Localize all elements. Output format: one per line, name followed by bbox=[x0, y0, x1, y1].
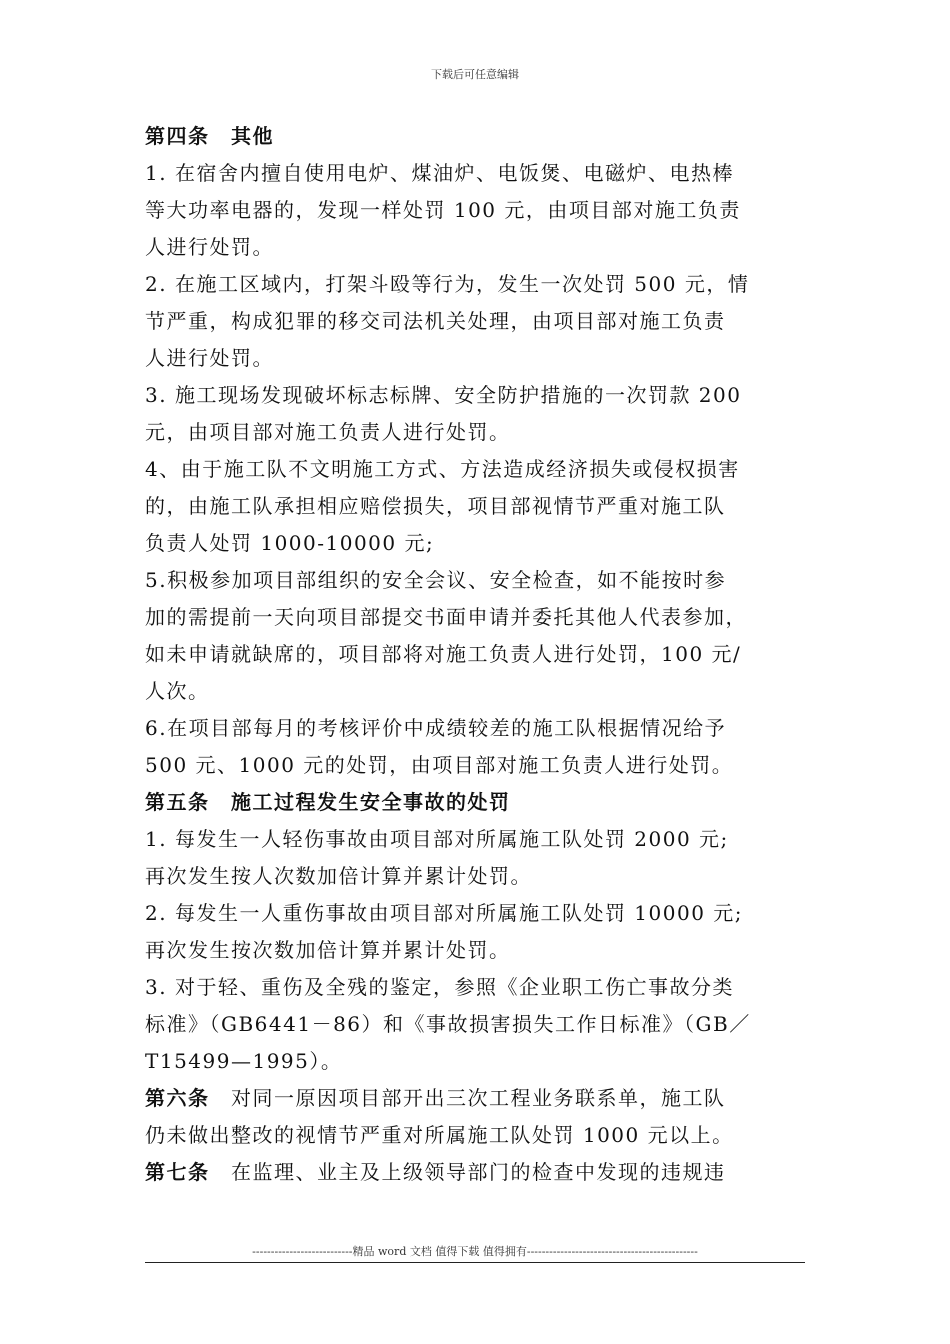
text-line: 6.在项目部每月的考核评价中成绩较差的施工队根据情况给予 bbox=[145, 716, 727, 740]
text-line: 再次发生按人次数加倍计算并累计处罚。 bbox=[145, 864, 532, 888]
text-line: 负责人处罚 1000-10000 元; bbox=[145, 531, 435, 555]
text-line bbox=[145, 1154, 810, 1191]
text-line: 等大功率电器的，发现一样处罚 100 元，由项目部对施工负责 bbox=[145, 198, 741, 222]
text-line: 仍未做出整改的视情节严重对所属施工队处罚 1000 元以上。 bbox=[145, 1123, 734, 1147]
text-line: 第四条 其他 bbox=[145, 124, 274, 148]
text-line: 标准》（GB6441－86）和《事故损害损失工作日标准》（GB／ bbox=[145, 1012, 751, 1036]
text-line: 节严重，构成犯罪的移交司法机关处理，由项目部对施工负责 bbox=[145, 309, 726, 333]
text-line: T15499—1995）。 bbox=[145, 1049, 343, 1073]
text-line: 再次发生按次数加倍计算并累计处罚。 bbox=[145, 938, 511, 962]
text-line: 如未申请就缺席的，项目部将对施工负责人进行处罚，100 元/ bbox=[145, 642, 742, 666]
text-line: 1. 在宿舍内擅自使用电炉、煤油炉、电饭煲、电磁炉、电热棒 bbox=[145, 161, 734, 185]
text-line: 加的需提前一天向项目部提交书面申请并委托其他人代表参加， bbox=[145, 605, 747, 629]
document-body bbox=[145, 118, 810, 1191]
text-line: 人进行处罚。 bbox=[145, 235, 274, 259]
text-line: 4、由于施工队不文明施工方式、方法造成经济损失或侵权损害 bbox=[145, 457, 740, 481]
article-label: 第七条 bbox=[145, 1160, 210, 1184]
text-line: 元，由项目部对施工负责人进行处罚。 bbox=[145, 420, 511, 444]
text-line: 1. 每发生一人轻伤事故由项目部对所属施工队处罚 2000 元; bbox=[145, 827, 729, 851]
article-label: 第六条 bbox=[145, 1086, 210, 1110]
text-line: 人进行处罚。 bbox=[145, 346, 274, 370]
text-line bbox=[145, 1080, 810, 1117]
article-text: 对同一原因项目部开出三次工程业务联系单，施工队 bbox=[209, 1086, 726, 1110]
article-text: 在监理、业主及上级领导部门的检查中发现的违规违 bbox=[209, 1160, 726, 1184]
page-header: 下载后可任意编辑 bbox=[431, 68, 519, 81]
footer-rule bbox=[145, 1262, 805, 1263]
text-line: 2. 在施工区域内，打架斗殴等行为，发生一次处罚 500 元，情 bbox=[145, 272, 750, 296]
text-line: 3. 对于轻、重伤及全残的鉴定，参照《企业职工伤亡事故分类 bbox=[145, 975, 734, 999]
text-line: 人次。 bbox=[145, 679, 210, 703]
text-line: 500 元、1000 元的处罚，由项目部对施工负责人进行处罚。 bbox=[145, 753, 734, 777]
text-line: 5.积极参加项目部组织的安全会议、安全检查，如不能按时参 bbox=[145, 568, 727, 592]
text-line: 的，由施工队承担相应赔偿损失，项目部视情节严重对施工队 bbox=[145, 494, 726, 518]
text-line: 2. 每发生一人重伤事故由项目部对所属施工队处罚 10000 元; bbox=[145, 901, 744, 925]
text-line: 3. 施工现场发现破坏标志标牌、安全防护措施的一次罚款 200 bbox=[145, 383, 742, 407]
page-footer: ---------------------------精品 word 文档 值得下载 值得拥有---------------------------------------------- bbox=[252, 1245, 698, 1258]
text-line: 第五条 施工过程发生安全事故的处罚 bbox=[145, 790, 511, 814]
